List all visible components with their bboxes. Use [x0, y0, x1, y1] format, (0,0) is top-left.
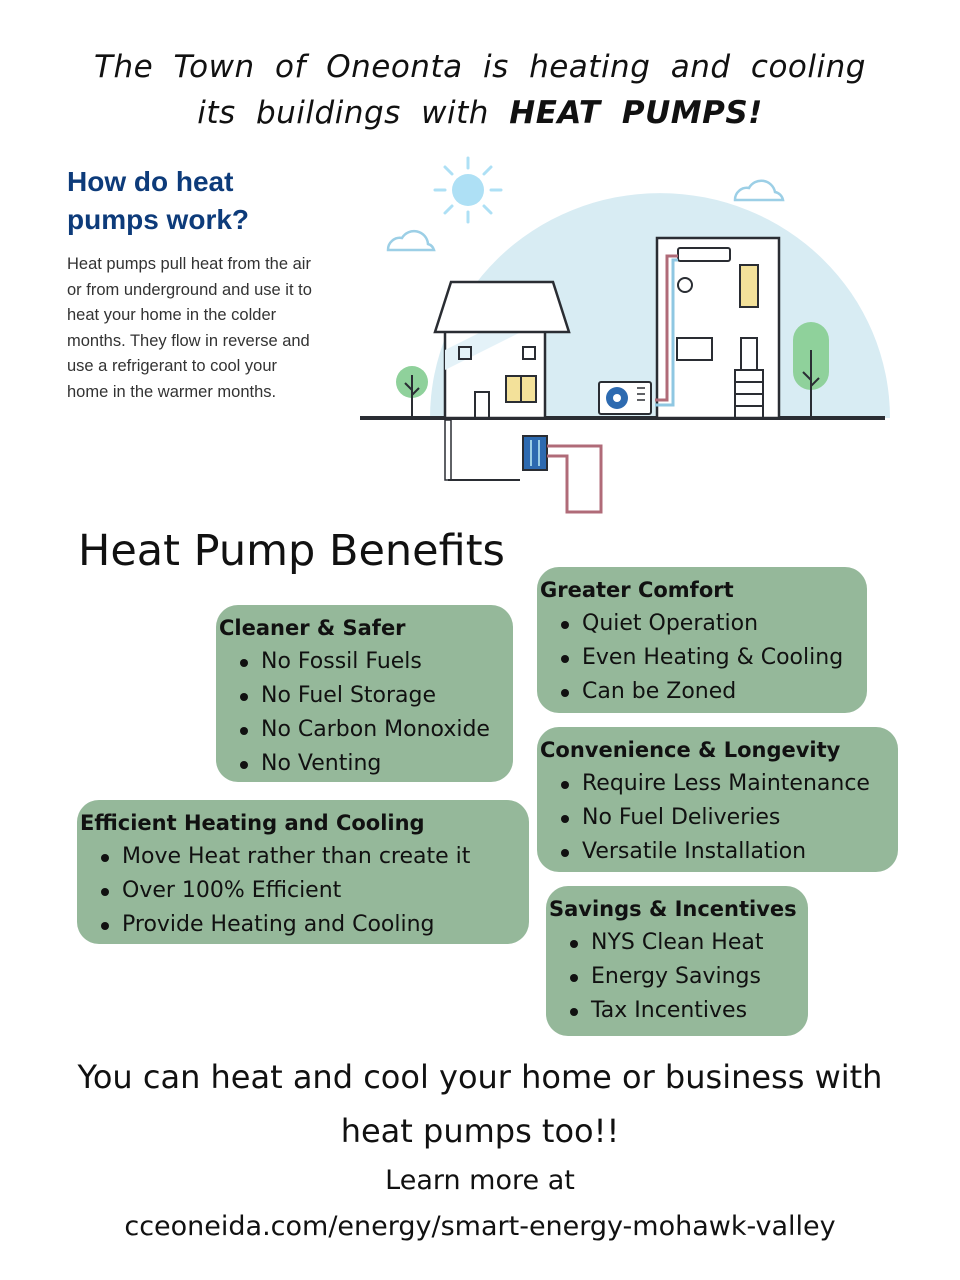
benefit-item: No Venting [219, 747, 509, 781]
benefit-card-cleaner-safer [216, 605, 513, 782]
tree-icon [396, 366, 428, 416]
benefit-item: Can be Zoned [540, 675, 863, 709]
benefit-card-heading: Cleaner & Safer [219, 616, 406, 640]
benefits-title: Heat Pump Benefits [78, 526, 505, 576]
headline-emphasis: HEAT PUMPS! [509, 95, 763, 131]
learn-more-url: cceoneida.com/energy/smart-energy-mohawk-valley [124, 1211, 836, 1242]
benefit-item: Even Heating & Cooling [540, 641, 863, 675]
benefit-item: No Carbon Monoxide [219, 713, 509, 747]
footer-learn-more [40, 1158, 920, 1250]
how-it-works-title-line-1: How do heat [67, 166, 234, 197]
cloud-icon [735, 181, 783, 200]
benefit-list [540, 767, 894, 869]
benefit-card-greater-comfort [537, 567, 867, 713]
headline-line-2-text: its buildings with [197, 95, 510, 131]
benefit-list [219, 645, 509, 781]
benefit-item: Require Less Maintenance [540, 767, 894, 801]
benefit-item: Tax Incentives [549, 994, 804, 1028]
benefit-list [540, 607, 863, 709]
benefit-item: No Fossil Fuels [219, 645, 509, 679]
footer-call-to-action [40, 1050, 920, 1158]
headline-line-2 [60, 90, 900, 136]
benefit-card-convenience-longevity [537, 727, 898, 872]
how-it-works-title-line-2: pumps work? [67, 204, 250, 235]
how-it-works-title [67, 163, 317, 239]
benefit-item: NYS Clean Heat [549, 926, 804, 960]
benefit-item: Energy Savings [549, 960, 804, 994]
benefit-card-heading: Savings & Incentives [549, 897, 797, 921]
cloud-icon [388, 231, 434, 250]
benefit-item: No Fuel Storage [219, 679, 509, 713]
building-icon [655, 238, 779, 418]
outdoor-heat-pump-unit [599, 382, 651, 414]
sun-icon [435, 158, 501, 222]
how-it-works-body: Heat pumps pull heat from the air or from underground and use it to heat your home in the colder months. They flow in reverse and use a refrigerant to cool your home in the warmer months. [67, 255, 312, 401]
footer-line-2: heat pumps too!! [340, 1112, 620, 1150]
benefit-list [80, 840, 525, 942]
learn-more-label: Learn more at [385, 1165, 575, 1196]
headline-line-1: The Town of Oneonta is heating and cooling [94, 49, 866, 85]
benefit-item: Quiet Operation [540, 607, 863, 641]
benefit-item: No Fuel Deliveries [540, 801, 894, 835]
benefit-item: Provide Heating and Cooling [80, 908, 525, 942]
benefit-list [549, 926, 804, 1028]
benefit-card-savings-incentives [546, 886, 808, 1036]
benefit-item: Versatile Installation [540, 835, 894, 869]
headline [60, 44, 900, 136]
benefit-card-efficient-heating-cooling [77, 800, 529, 944]
footer-line-1: You can heat and cool your home or business with [77, 1058, 883, 1096]
benefit-item: Over 100% Efficient [80, 874, 525, 908]
heat-pump-house-illustration [355, 150, 895, 520]
benefit-item: Move Heat rather than create it [80, 840, 525, 874]
benefit-card-heading: Greater Comfort [540, 578, 734, 602]
benefit-card-heading: Convenience & Longevity [540, 738, 841, 762]
geothermal-loop [445, 420, 601, 512]
benefit-card-heading: Efficient Heating and Cooling [80, 811, 425, 835]
